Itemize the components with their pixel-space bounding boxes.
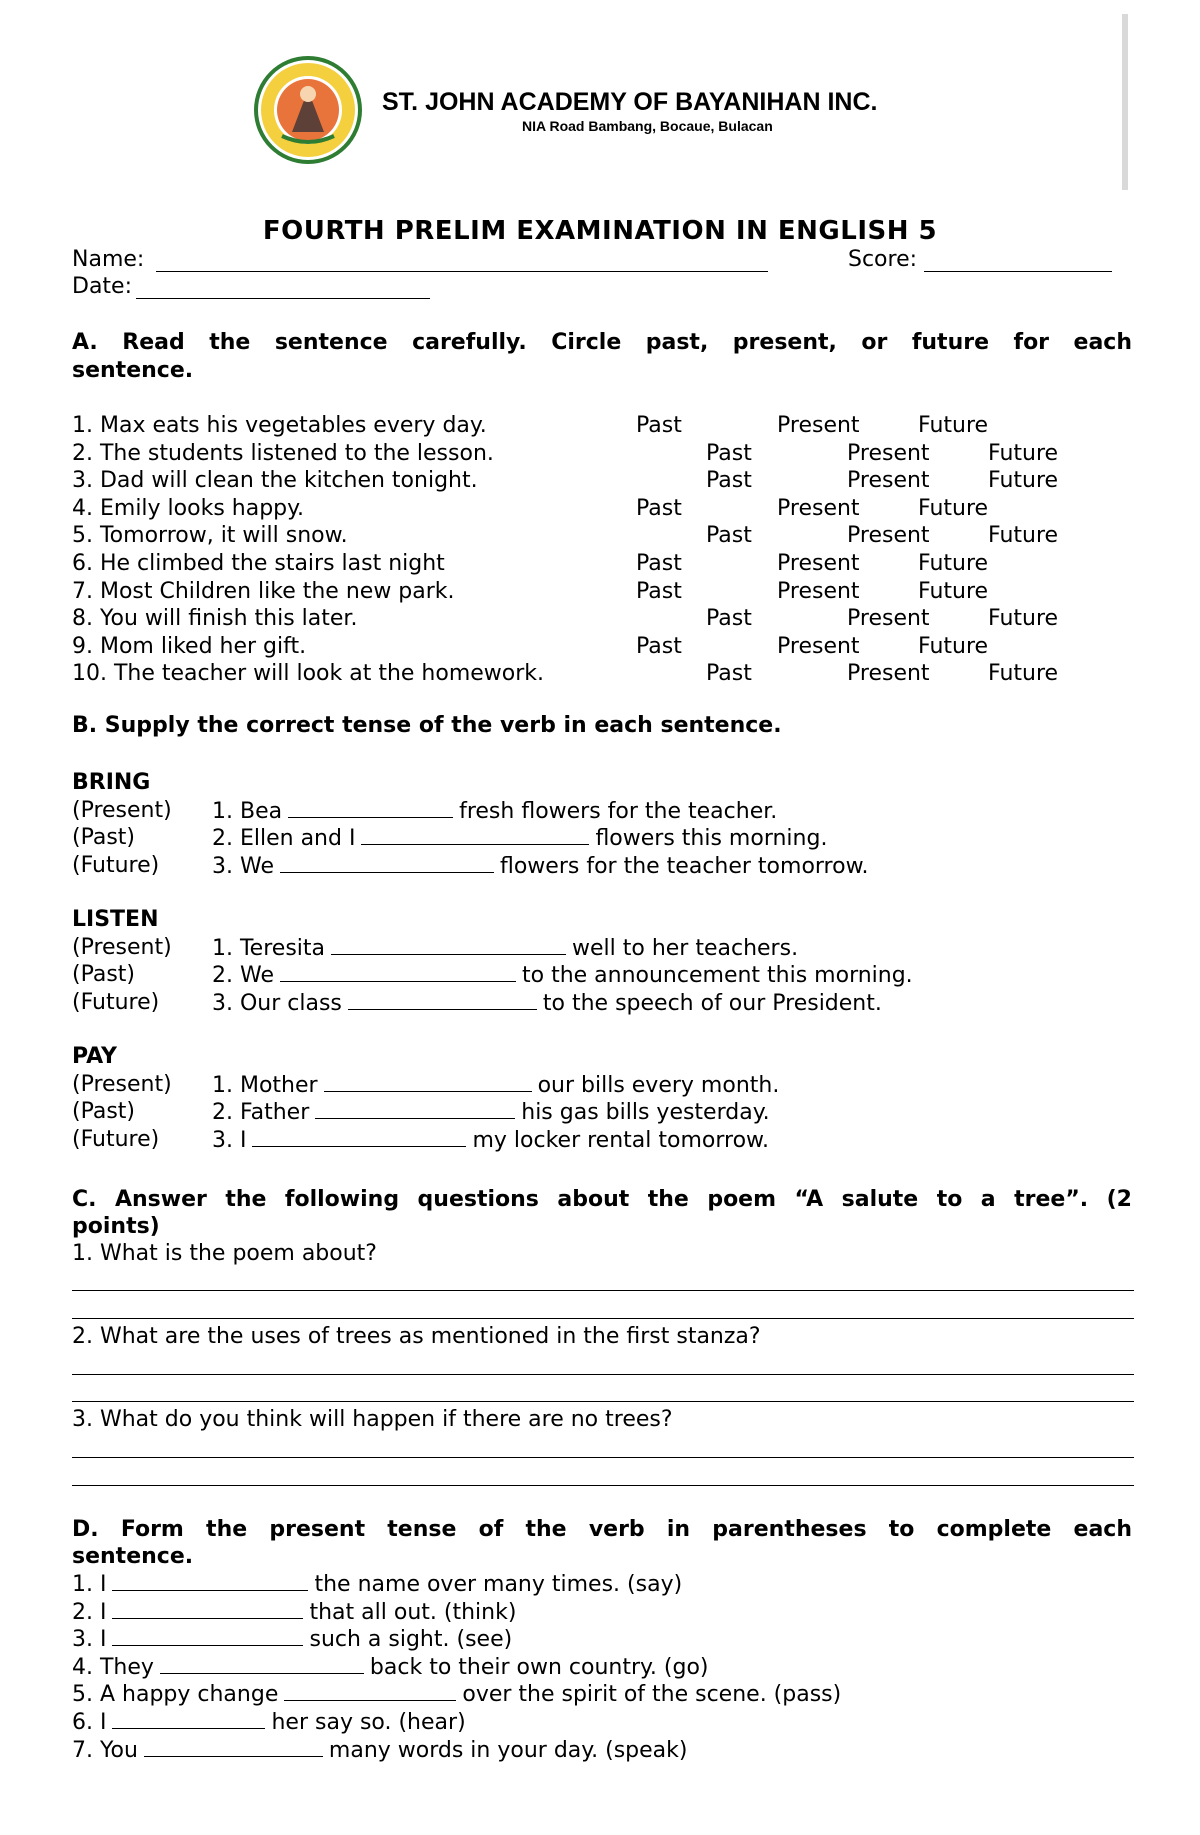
sentence-start: 1. Mother	[212, 1072, 318, 1098]
sentence-end: his gas bills yesterday.	[521, 1100, 770, 1125]
sentence-end: to the speech of our President.	[542, 990, 882, 1016]
answer-blank[interactable]	[280, 961, 516, 982]
sentence-end: many words in your day. (speak)	[328, 1737, 688, 1763]
past-option[interactable]: Past	[706, 606, 752, 632]
name-label: Name:	[72, 247, 145, 272]
tense-label: (Future)	[72, 852, 160, 878]
question-3: 3. What do you think will happen if there are no trees?	[72, 1407, 673, 1432]
answer-line[interactable]	[72, 1290, 1134, 1291]
sentence-end: the name over many times. (say)	[314, 1572, 683, 1597]
sentence-start: 1. I	[72, 1572, 107, 1597]
answer-blank[interactable]	[284, 1680, 456, 1701]
fill-in-sentence	[72, 1625, 512, 1654]
date-field[interactable]	[136, 278, 430, 299]
sentence-start: 1. Bea	[212, 798, 283, 824]
future-option[interactable]: Future	[988, 523, 1059, 549]
section-d-instruction: D. Form the present tense of the verb in parentheses to complete each	[72, 1517, 1132, 1542]
sentence-start: 2. We	[212, 963, 274, 988]
present-option[interactable]: Present	[847, 661, 930, 687]
sentence-start: 7. You	[72, 1737, 138, 1763]
fill-in-sentence	[212, 961, 913, 990]
past-option[interactable]: Past	[706, 523, 752, 549]
sentence-end: that all out. (think)	[309, 1599, 517, 1625]
section-c-instruction-cont: points)	[72, 1214, 160, 1239]
present-option[interactable]: Present	[847, 468, 930, 494]
sentence-start: 3. I	[72, 1627, 107, 1653]
answer-blank[interactable]	[112, 1570, 308, 1591]
future-option[interactable]: Future	[918, 495, 989, 521]
sentence-end: well to her teachers.	[572, 935, 799, 961]
future-option[interactable]: Future	[918, 578, 989, 604]
past-option[interactable]: Past	[636, 578, 682, 604]
present-option[interactable]: Present	[777, 633, 860, 659]
answer-blank[interactable]	[112, 1598, 303, 1619]
score-label: Score:	[848, 247, 918, 272]
past-option[interactable]: Past	[636, 413, 682, 438]
sentence-start: 6. I	[72, 1710, 107, 1735]
verb-heading: PAY	[72, 1044, 117, 1069]
fill-in-sentence	[72, 1680, 841, 1709]
future-option[interactable]: Future	[988, 661, 1059, 687]
answer-blank[interactable]	[348, 989, 537, 1010]
present-option[interactable]: Present	[777, 495, 860, 521]
answer-blank[interactable]	[112, 1708, 265, 1729]
present-option[interactable]: Present	[847, 440, 930, 466]
answer-line[interactable]	[72, 1457, 1134, 1458]
sentence-item: 8. You will finish this later.	[72, 606, 358, 632]
fill-in-sentence	[212, 1098, 770, 1127]
present-option[interactable]: Present	[777, 551, 860, 576]
sentence-start: 3. Our class	[212, 990, 342, 1016]
tense-label: (Past)	[72, 962, 136, 987]
sentence-end: over the spirit of the scene. (pass)	[462, 1682, 842, 1708]
verb-heading: BRING	[72, 770, 151, 795]
sentence-start: 2. Ellen and I	[212, 826, 356, 851]
sentence-item: 1. Max eats his vegetables every day.	[72, 413, 487, 438]
fill-in-sentence	[72, 1598, 516, 1627]
fill-in-sentence	[72, 1653, 709, 1682]
future-option[interactable]: Future	[918, 413, 989, 438]
answer-line[interactable]	[72, 1401, 1134, 1402]
past-option[interactable]: Past	[636, 551, 682, 576]
tense-label: (Future)	[72, 1126, 160, 1152]
verb-heading: LISTEN	[72, 907, 159, 932]
sentence-start: 2. Father	[212, 1100, 310, 1125]
answer-blank[interactable]	[331, 934, 566, 955]
past-option[interactable]: Past	[636, 633, 682, 659]
sentence-start: 2. I	[72, 1599, 107, 1625]
answer-line[interactable]	[72, 1318, 1134, 1319]
sentence-start: 3. We	[212, 853, 274, 879]
past-option[interactable]: Past	[706, 468, 752, 494]
section-c-instruction: C. Answer the following questions about the poem “A salute to a tree”. (2	[72, 1187, 1132, 1212]
answer-blank[interactable]	[361, 824, 589, 845]
sentence-end: back to their own country. (go)	[369, 1654, 709, 1680]
sentence-end: our bills every month.	[537, 1072, 780, 1098]
sentence-start: 4. They	[72, 1654, 154, 1680]
question-1: 1. What is the poem about?	[72, 1241, 377, 1266]
sentence-item: 6. He climbed the stairs last night	[72, 551, 445, 576]
answer-blank[interactable]	[144, 1736, 323, 1757]
answer-blank[interactable]	[252, 1126, 466, 1147]
date-label: Date:	[72, 274, 132, 299]
answer-blank[interactable]	[280, 852, 494, 873]
sentence-end: such a sight. (see)	[309, 1627, 513, 1653]
page-edge-bar	[1122, 14, 1128, 190]
fill-in-sentence	[212, 1126, 769, 1155]
future-option[interactable]: Future	[918, 633, 989, 659]
answer-blank[interactable]	[315, 1098, 515, 1119]
present-option[interactable]: Present	[847, 606, 930, 632]
school-name: ST. JOHN ACADEMY OF BAYANIHAN INC.	[382, 88, 878, 116]
future-option[interactable]: Future	[988, 468, 1059, 494]
fill-in-sentence	[212, 824, 827, 853]
sentence-end: to the announcement this morning.	[521, 963, 913, 988]
future-option[interactable]: Future	[988, 440, 1059, 466]
question-2: 2. What are the uses of trees as mentioned in the first stanza?	[72, 1324, 761, 1349]
tense-label: (Present)	[72, 934, 172, 960]
sentence-start: 1. Teresita	[212, 935, 325, 961]
fill-in-sentence	[212, 1071, 779, 1100]
sentence-item: 4. Emily looks happy.	[72, 495, 305, 521]
fill-in-sentence	[212, 852, 869, 881]
past-option[interactable]: Past	[636, 495, 682, 521]
sentence-start: 3. I	[212, 1127, 247, 1153]
sentence-start: 5. A happy change	[72, 1682, 279, 1708]
present-option[interactable]: Present	[777, 578, 860, 604]
score-field[interactable]	[924, 251, 1112, 272]
section-d-instruction-cont: sentence.	[72, 1544, 194, 1569]
fill-in-sentence	[72, 1708, 466, 1737]
present-option[interactable]: Present	[777, 413, 860, 438]
sentence-item: 5. Tomorrow, it will snow.	[72, 523, 348, 549]
future-option[interactable]: Future	[988, 606, 1059, 632]
tense-label: (Future)	[72, 989, 160, 1015]
fill-in-sentence	[72, 1570, 682, 1599]
answer-blank[interactable]	[288, 797, 453, 818]
section-a-instruction-cont: sentence.	[72, 358, 194, 383]
answer-blank[interactable]	[324, 1071, 532, 1092]
sentence-end: my locker rental tomorrow.	[472, 1127, 770, 1153]
answer-line[interactable]	[72, 1485, 1134, 1486]
sentence-item: 9. Mom liked her gift.	[72, 633, 307, 659]
sentence-end: her say so. (hear)	[271, 1710, 466, 1735]
sentence-item: 2. The students listened to the lesson.	[72, 440, 494, 466]
present-option[interactable]: Present	[847, 523, 930, 549]
sentence-item: 10. The teacher will look at the homework.	[72, 661, 545, 687]
past-option[interactable]: Past	[706, 440, 752, 466]
fill-in-sentence	[212, 797, 777, 826]
section-a-instruction: A. Read the sentence carefully. Circle past, present, or future for each	[72, 330, 1132, 355]
sentence-item: 3. Dad will clean the kitchen tonight.	[72, 468, 478, 494]
future-option[interactable]: Future	[918, 551, 989, 576]
school-seal-logo	[252, 52, 364, 168]
exam-title: FOURTH PRELIM EXAMINATION IN ENGLISH 5	[262, 216, 938, 246]
sentence-end: flowers for the teacher tomorrow.	[499, 853, 869, 879]
tense-label: (Present)	[72, 797, 172, 823]
sentence-end: flowers this morning.	[595, 826, 828, 851]
sentence-item: 7. Most Children like the new park.	[72, 578, 455, 604]
past-option[interactable]: Past	[706, 661, 752, 687]
school-address: NIA Road Bambang, Bocaue, Bulacan	[522, 118, 773, 134]
fill-in-sentence	[212, 934, 798, 963]
section-b-instruction: B. Supply the correct tense of the verb in each sentence.	[72, 713, 782, 738]
name-field[interactable]	[156, 251, 768, 272]
fill-in-sentence	[212, 989, 882, 1018]
answer-blank[interactable]	[112, 1625, 303, 1646]
fill-in-sentence	[72, 1736, 687, 1765]
answer-blank[interactable]	[160, 1653, 364, 1674]
answer-line[interactable]	[72, 1374, 1134, 1375]
tense-label: (Past)	[72, 1099, 136, 1124]
tense-label: (Past)	[72, 825, 136, 850]
tense-label: (Present)	[72, 1071, 172, 1097]
sentence-end: fresh flowers for the teacher.	[459, 798, 778, 824]
